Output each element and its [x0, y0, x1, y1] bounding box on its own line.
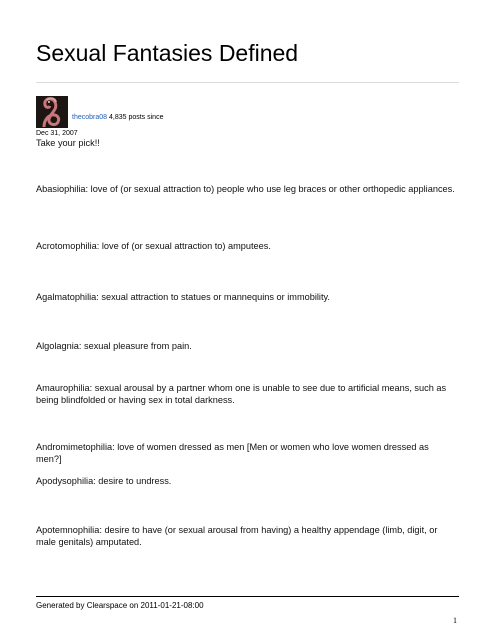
cobra-avatar-icon	[36, 96, 68, 128]
footer-divider	[36, 596, 459, 597]
intro-text: Take your pick!!	[36, 138, 100, 148]
avatar[interactable]	[36, 96, 68, 128]
list-item: Apodysophilia: desire to undress.	[36, 476, 172, 486]
footer-generated: Generated by Clearspace on 2011-01-21-08:00	[36, 601, 204, 610]
list-item: Agalmatophilia: sexual attraction to statues or mannequins or immobility.	[36, 292, 330, 302]
author-name-link[interactable]: thecobra08	[72, 114, 108, 121]
page-title: Sexual Fantasies Defined	[36, 40, 299, 66]
list-item: Andromimetophilia: love of women dressed as men [Men or women who love women dressed as men?]	[36, 442, 429, 464]
list-item: Algolagnia: sexual pleasure from pain.	[36, 341, 192, 351]
author-meta	[72, 114, 163, 121]
list-item: Amaurophilia: sexual arousal by a partner whom one is unable to see due to artificial means, such as being blindfolded or having sex in total darkness.	[36, 383, 447, 405]
list-item: Acrotomophilia: love of (or sexual attraction to) amputees.	[36, 241, 271, 251]
page-number: 1	[453, 616, 457, 625]
title-divider	[36, 82, 459, 83]
author-since-date: Dec 31, 2007	[36, 130, 78, 137]
author-block	[36, 96, 476, 136]
list-item: Apotemnophilia: desire to have (or sexual arousal from having) a healthy appendage (limb, digit, or male genitals) amputated.	[36, 525, 438, 547]
list-item: Abasiophilia: love of (or sexual attraction to) people who use leg braces or other orthopedic appliances.	[36, 184, 455, 194]
author-posts-since: 4,835 posts since	[108, 114, 164, 121]
